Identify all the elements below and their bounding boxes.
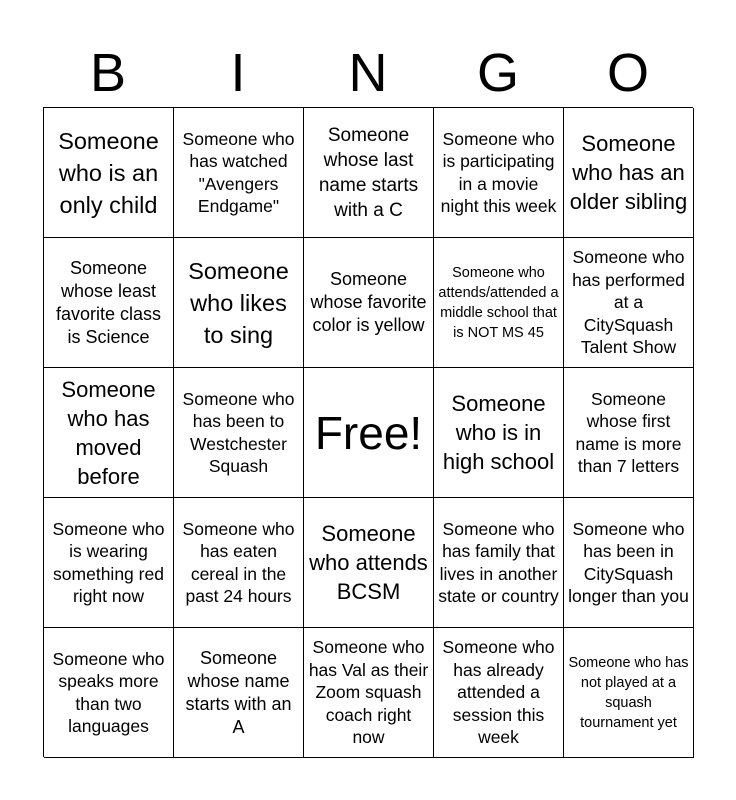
bingo-cell[interactable]: [564, 498, 694, 628]
bingo-cell[interactable]: [434, 238, 564, 368]
bingo-cell[interactable]: [434, 108, 564, 238]
header-letter-o: O: [606, 43, 649, 103]
bingo-cell[interactable]: [564, 238, 694, 368]
bingo-card-grid: [43, 107, 693, 757]
cell-text: Someone who has family that lives in another state or country: [438, 518, 559, 606]
cell-text: Someone who has Val as their Zoom squash coach right now: [308, 637, 429, 748]
bingo-cell[interactable]: [174, 628, 304, 758]
cell-text: Someone who has watched "Avengers Endgame": [182, 128, 295, 216]
cell-text: Someone who is participating in a movie night this week: [440, 128, 557, 216]
bingo-cell[interactable]: [434, 498, 564, 628]
bingo-cell[interactable]: [44, 238, 174, 368]
cell-text: Someone who has already attended a session this week: [442, 637, 555, 748]
cell-text: Someone who is in high school: [442, 391, 555, 474]
header-letter-b: B: [89, 43, 127, 103]
header-letter-g: G: [476, 43, 519, 103]
bingo-header: [43, 40, 693, 106]
cell-text: Someone who has not played at a squash tournament yet: [568, 654, 689, 731]
bingo-cell[interactable]: [304, 628, 434, 758]
bingo-cell[interactable]: [564, 108, 694, 238]
header-letter-i: I: [230, 43, 246, 103]
bingo-cell[interactable]: [564, 628, 694, 758]
cell-text: Someone who has been to Westchester Squash: [182, 388, 295, 476]
cell-text: Someone who likes to sing: [188, 257, 289, 348]
cell-text: Someone who has an older sibling: [569, 131, 688, 214]
bingo-cell[interactable]: [174, 368, 304, 498]
bingo-cell[interactable]: [44, 498, 174, 628]
cell-text: Someone whose first name is more than 7 letters: [575, 388, 682, 476]
bingo-cell[interactable]: [304, 498, 434, 628]
cell-text: Someone who attends/attended a middle school that is NOT MS 45: [438, 264, 559, 341]
cell-text: Someone whose name starts with an A: [185, 647, 292, 737]
cell-text: Someone whose least favorite class is Science: [55, 257, 162, 347]
bingo-cell[interactable]: [434, 628, 564, 758]
cell-text: Someone who speaks more than two languages: [52, 648, 165, 736]
cell-text: Someone who has been in CitySquash longer than you: [568, 518, 689, 606]
bingo-cell[interactable]: [44, 368, 174, 498]
cell-text: Someone who has eaten cereal in the past 24 hours: [182, 518, 295, 606]
bingo-cell[interactable]: [174, 108, 304, 238]
bingo-cell[interactable]: [304, 108, 434, 238]
bingo-cell[interactable]: [174, 238, 304, 368]
cell-text: Someone whose favorite color is yellow: [310, 269, 427, 335]
bingo-cell[interactable]: [434, 368, 564, 498]
free-space-label: Free!: [314, 406, 423, 459]
cell-text: Someone who attends BCSM: [309, 521, 428, 604]
cell-text: Someone who has moved before: [61, 376, 156, 489]
free-space-cell[interactable]: [304, 368, 434, 498]
cell-text: Someone whose last name starts with a C: [318, 124, 419, 221]
cell-text: Someone who is an only child: [58, 127, 159, 218]
header-letter-n: N: [348, 43, 388, 103]
bingo-cell[interactable]: [304, 238, 434, 368]
bingo-cell[interactable]: [44, 108, 174, 238]
cell-text: Someone who has performed at a CitySquash Talent Show: [572, 247, 685, 358]
bingo-cell[interactable]: [564, 368, 694, 498]
bingo-cell[interactable]: [44, 628, 174, 758]
bingo-cell[interactable]: [174, 498, 304, 628]
cell-text: Someone who is wearing something red right now: [52, 518, 165, 606]
